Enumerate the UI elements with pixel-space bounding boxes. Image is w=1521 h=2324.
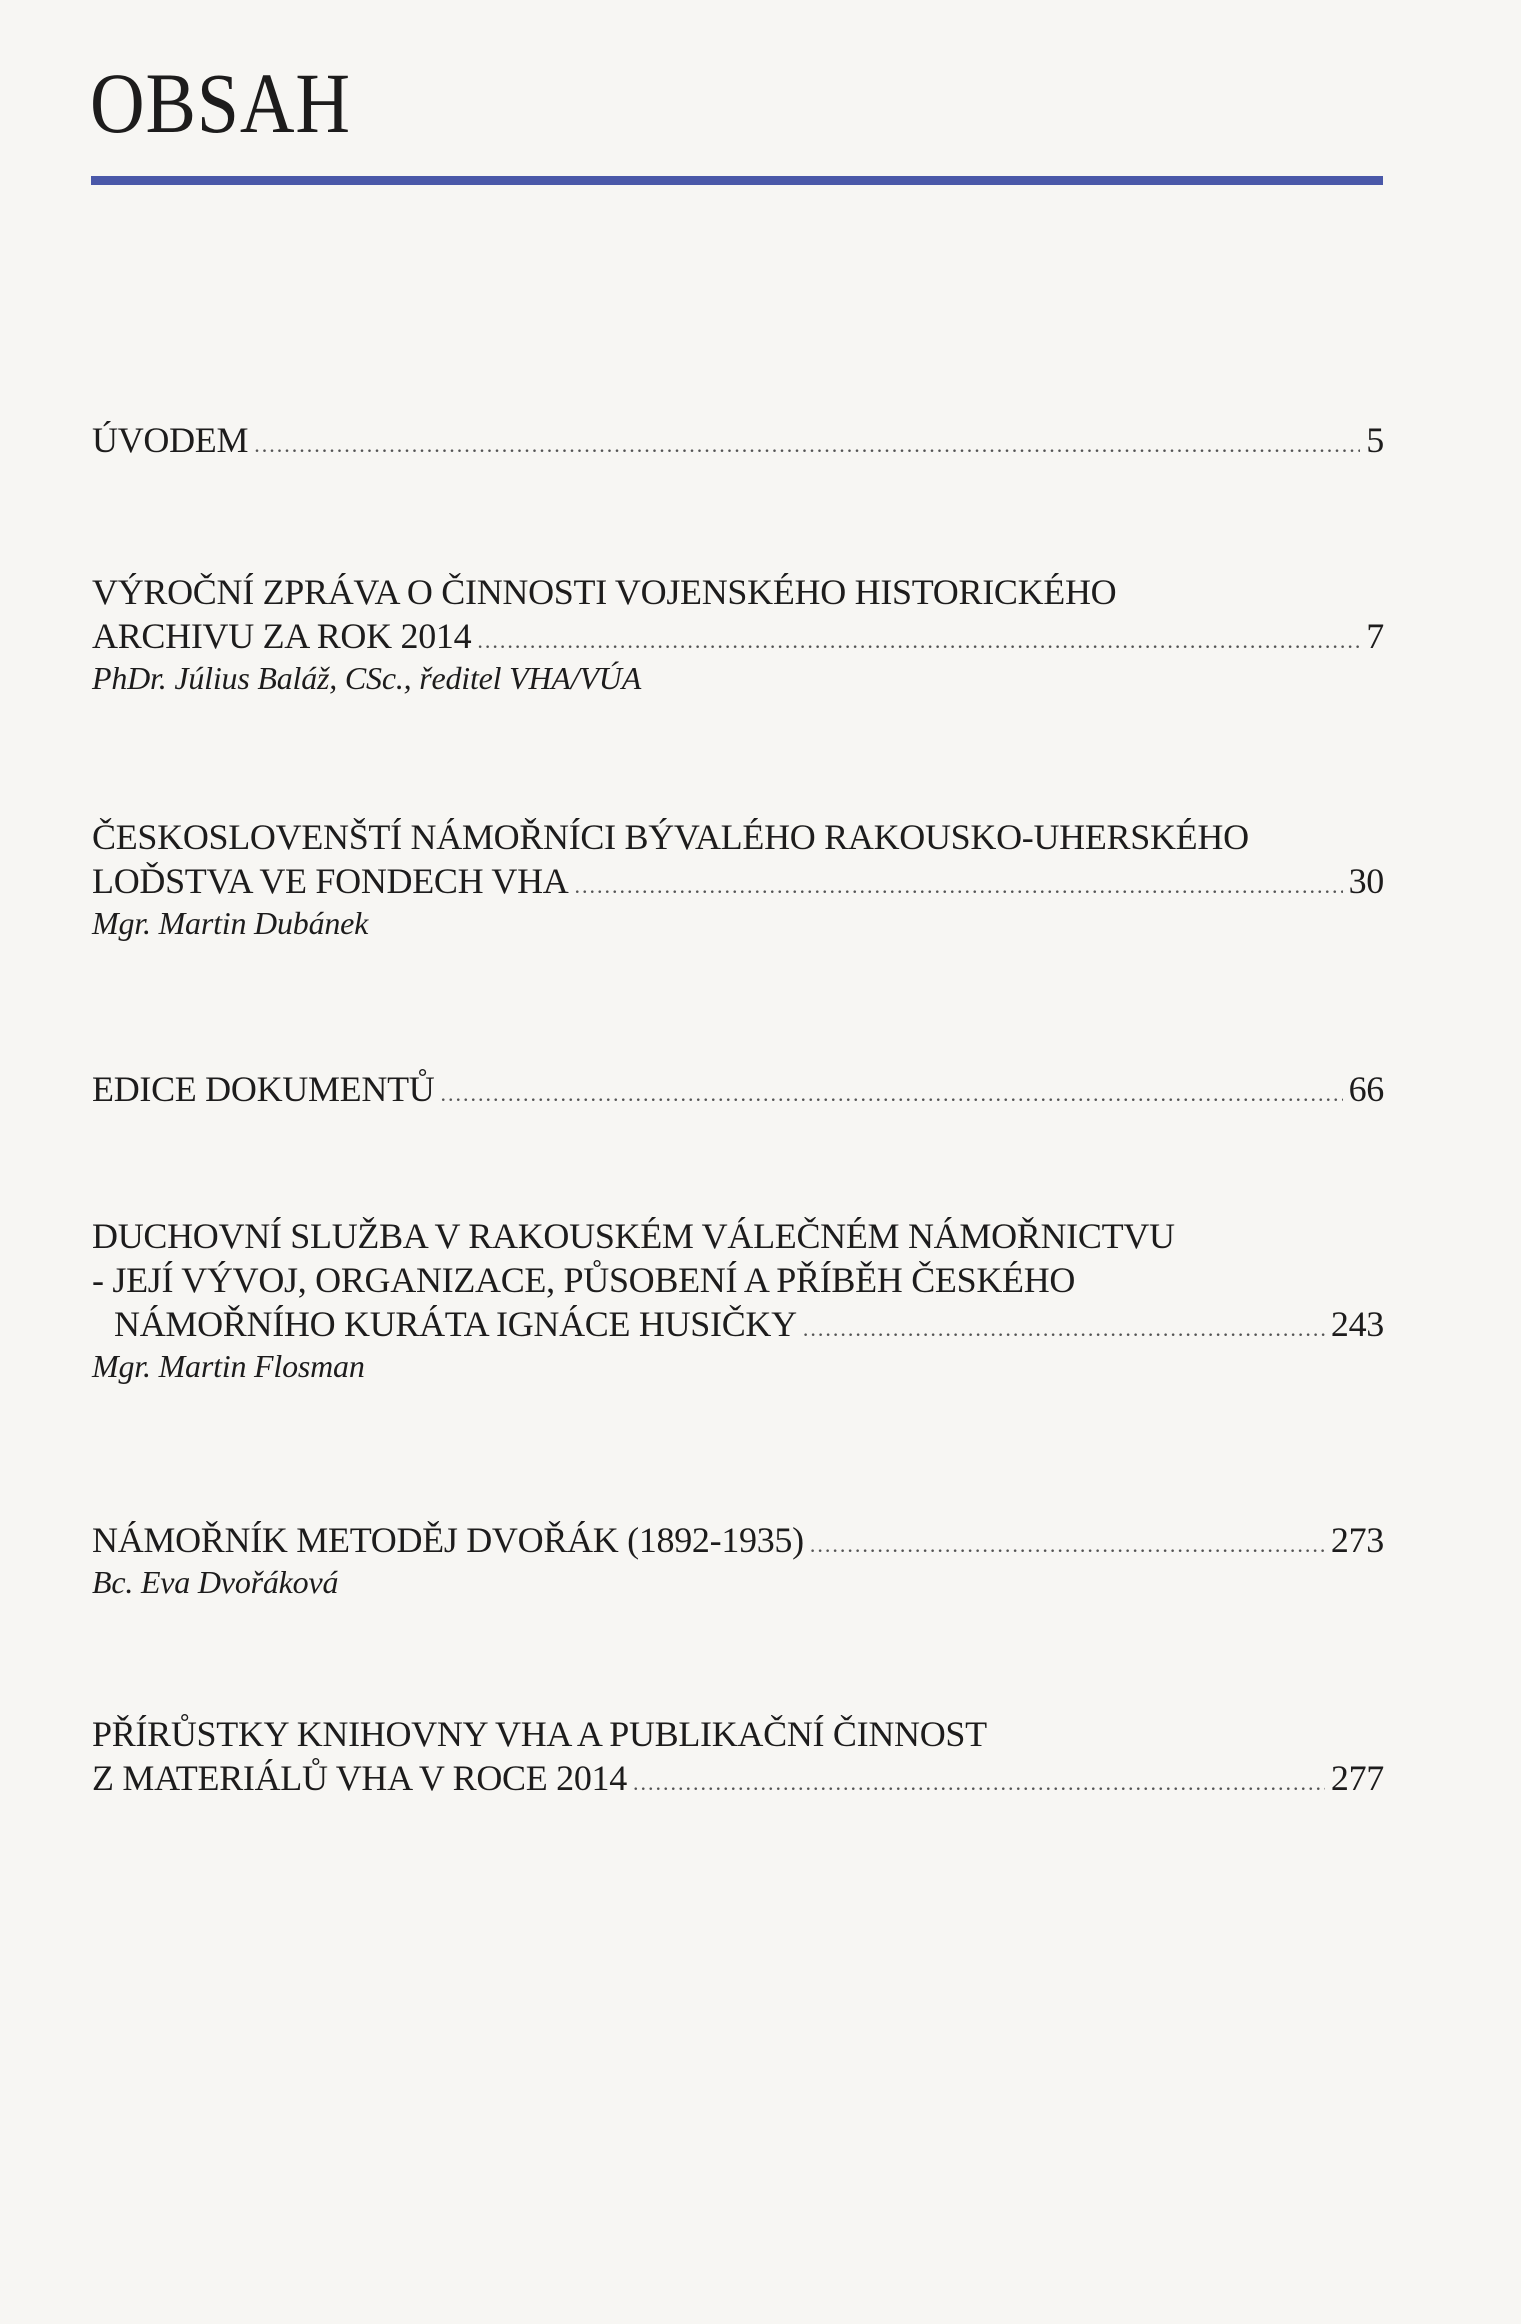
dot-leader [254, 423, 1360, 462]
toc-entry-title: EDICE DOKUMENTŮ [92, 1069, 435, 1109]
toc-page-number: 66 [1348, 1069, 1384, 1109]
toc-entry-author: Mgr. Martin Flosman [92, 1348, 365, 1384]
toc-entry-chaplaincy[interactable] [92, 1214, 1384, 1386]
toc-page-number: 273 [1330, 1520, 1384, 1560]
toc-entry-line [92, 1067, 1384, 1111]
toc-entry-line [92, 1756, 1384, 1800]
toc-page-number: 7 [1366, 616, 1384, 656]
toc-page-number: 277 [1330, 1758, 1384, 1798]
toc-entry-line [92, 859, 1384, 903]
dot-leader [574, 864, 1342, 903]
toc-entry-author: PhDr. Július Baláž, CSc., ředitel VHA/VÚA [92, 660, 642, 696]
toc-entry-title: LOĎSTVA VE FONDECH VHA [92, 861, 569, 901]
toc-page-number: 30 [1348, 861, 1384, 901]
page-title: OBSAH [90, 55, 351, 151]
toc-page-number: 5 [1366, 420, 1384, 460]
dot-leader [440, 1072, 1342, 1111]
toc-entry-annual-report[interactable] [92, 570, 1384, 698]
toc-entry-author: Bc. Eva Dvořáková [92, 1564, 339, 1600]
toc-entry-line [92, 614, 1384, 658]
toc-entry-dvorak[interactable] [92, 1518, 1384, 1602]
toc-entry-title: ÚVODEM [92, 420, 249, 460]
toc-entry-line [92, 1302, 1384, 1346]
toc-entry-intro[interactable] [92, 418, 1384, 462]
toc-entry-title: Z MATERIÁLŮ VHA V ROCE 2014 [92, 1758, 627, 1798]
toc-entry-title-line: - JEJÍ VÝVOJ, ORGANIZACE, PŮSOBENÍ A PŘÍBĚH ČESKÉHO [92, 1260, 1076, 1300]
dot-leader [477, 619, 1360, 658]
toc-entry-title: NÁMOŘNÍK METODĚJ DVOŘÁK (1892-1935) [92, 1520, 804, 1560]
toc-entry-title-line: VÝROČNÍ ZPRÁVA O ČINNOSTI VOJENSKÉHO HISTORICKÉHO [92, 572, 1117, 612]
toc-entry-title: ARCHIVU ZA ROK 2014 [92, 616, 472, 656]
toc-entry-title-line: PŘÍRŮSTKY KNIHOVNY VHA A PUBLIKAČNÍ ČINNOST [92, 1714, 987, 1754]
toc-page-number: 243 [1330, 1304, 1384, 1344]
toc-entry-title-line: ČESKOSLOVENŠTÍ NÁMOŘNÍCI BÝVALÉHO RAKOUSKO-UHERSKÉHO [92, 817, 1249, 857]
toc-entry-documents[interactable] [92, 1067, 1384, 1111]
toc-entry-library[interactable] [92, 1712, 1384, 1800]
dot-leader [803, 1307, 1325, 1346]
toc-entry-title: NÁMOŘNÍHO KURÁTA IGNÁCE HUSIČKY [114, 1304, 797, 1344]
title-rule [91, 176, 1383, 185]
toc-entry-line [92, 418, 1384, 462]
dot-leader [633, 1761, 1325, 1800]
toc-entry-title-line: DUCHOVNÍ SLUŽBA V RAKOUSKÉM VÁLEČNÉM NÁMOŘNICTVU [92, 1216, 1175, 1256]
toc-entry-author: Mgr. Martin Dubánek [92, 905, 369, 941]
dot-leader [810, 1523, 1325, 1562]
toc-entry-sailors[interactable] [92, 815, 1384, 943]
toc-entry-line [92, 1518, 1384, 1562]
